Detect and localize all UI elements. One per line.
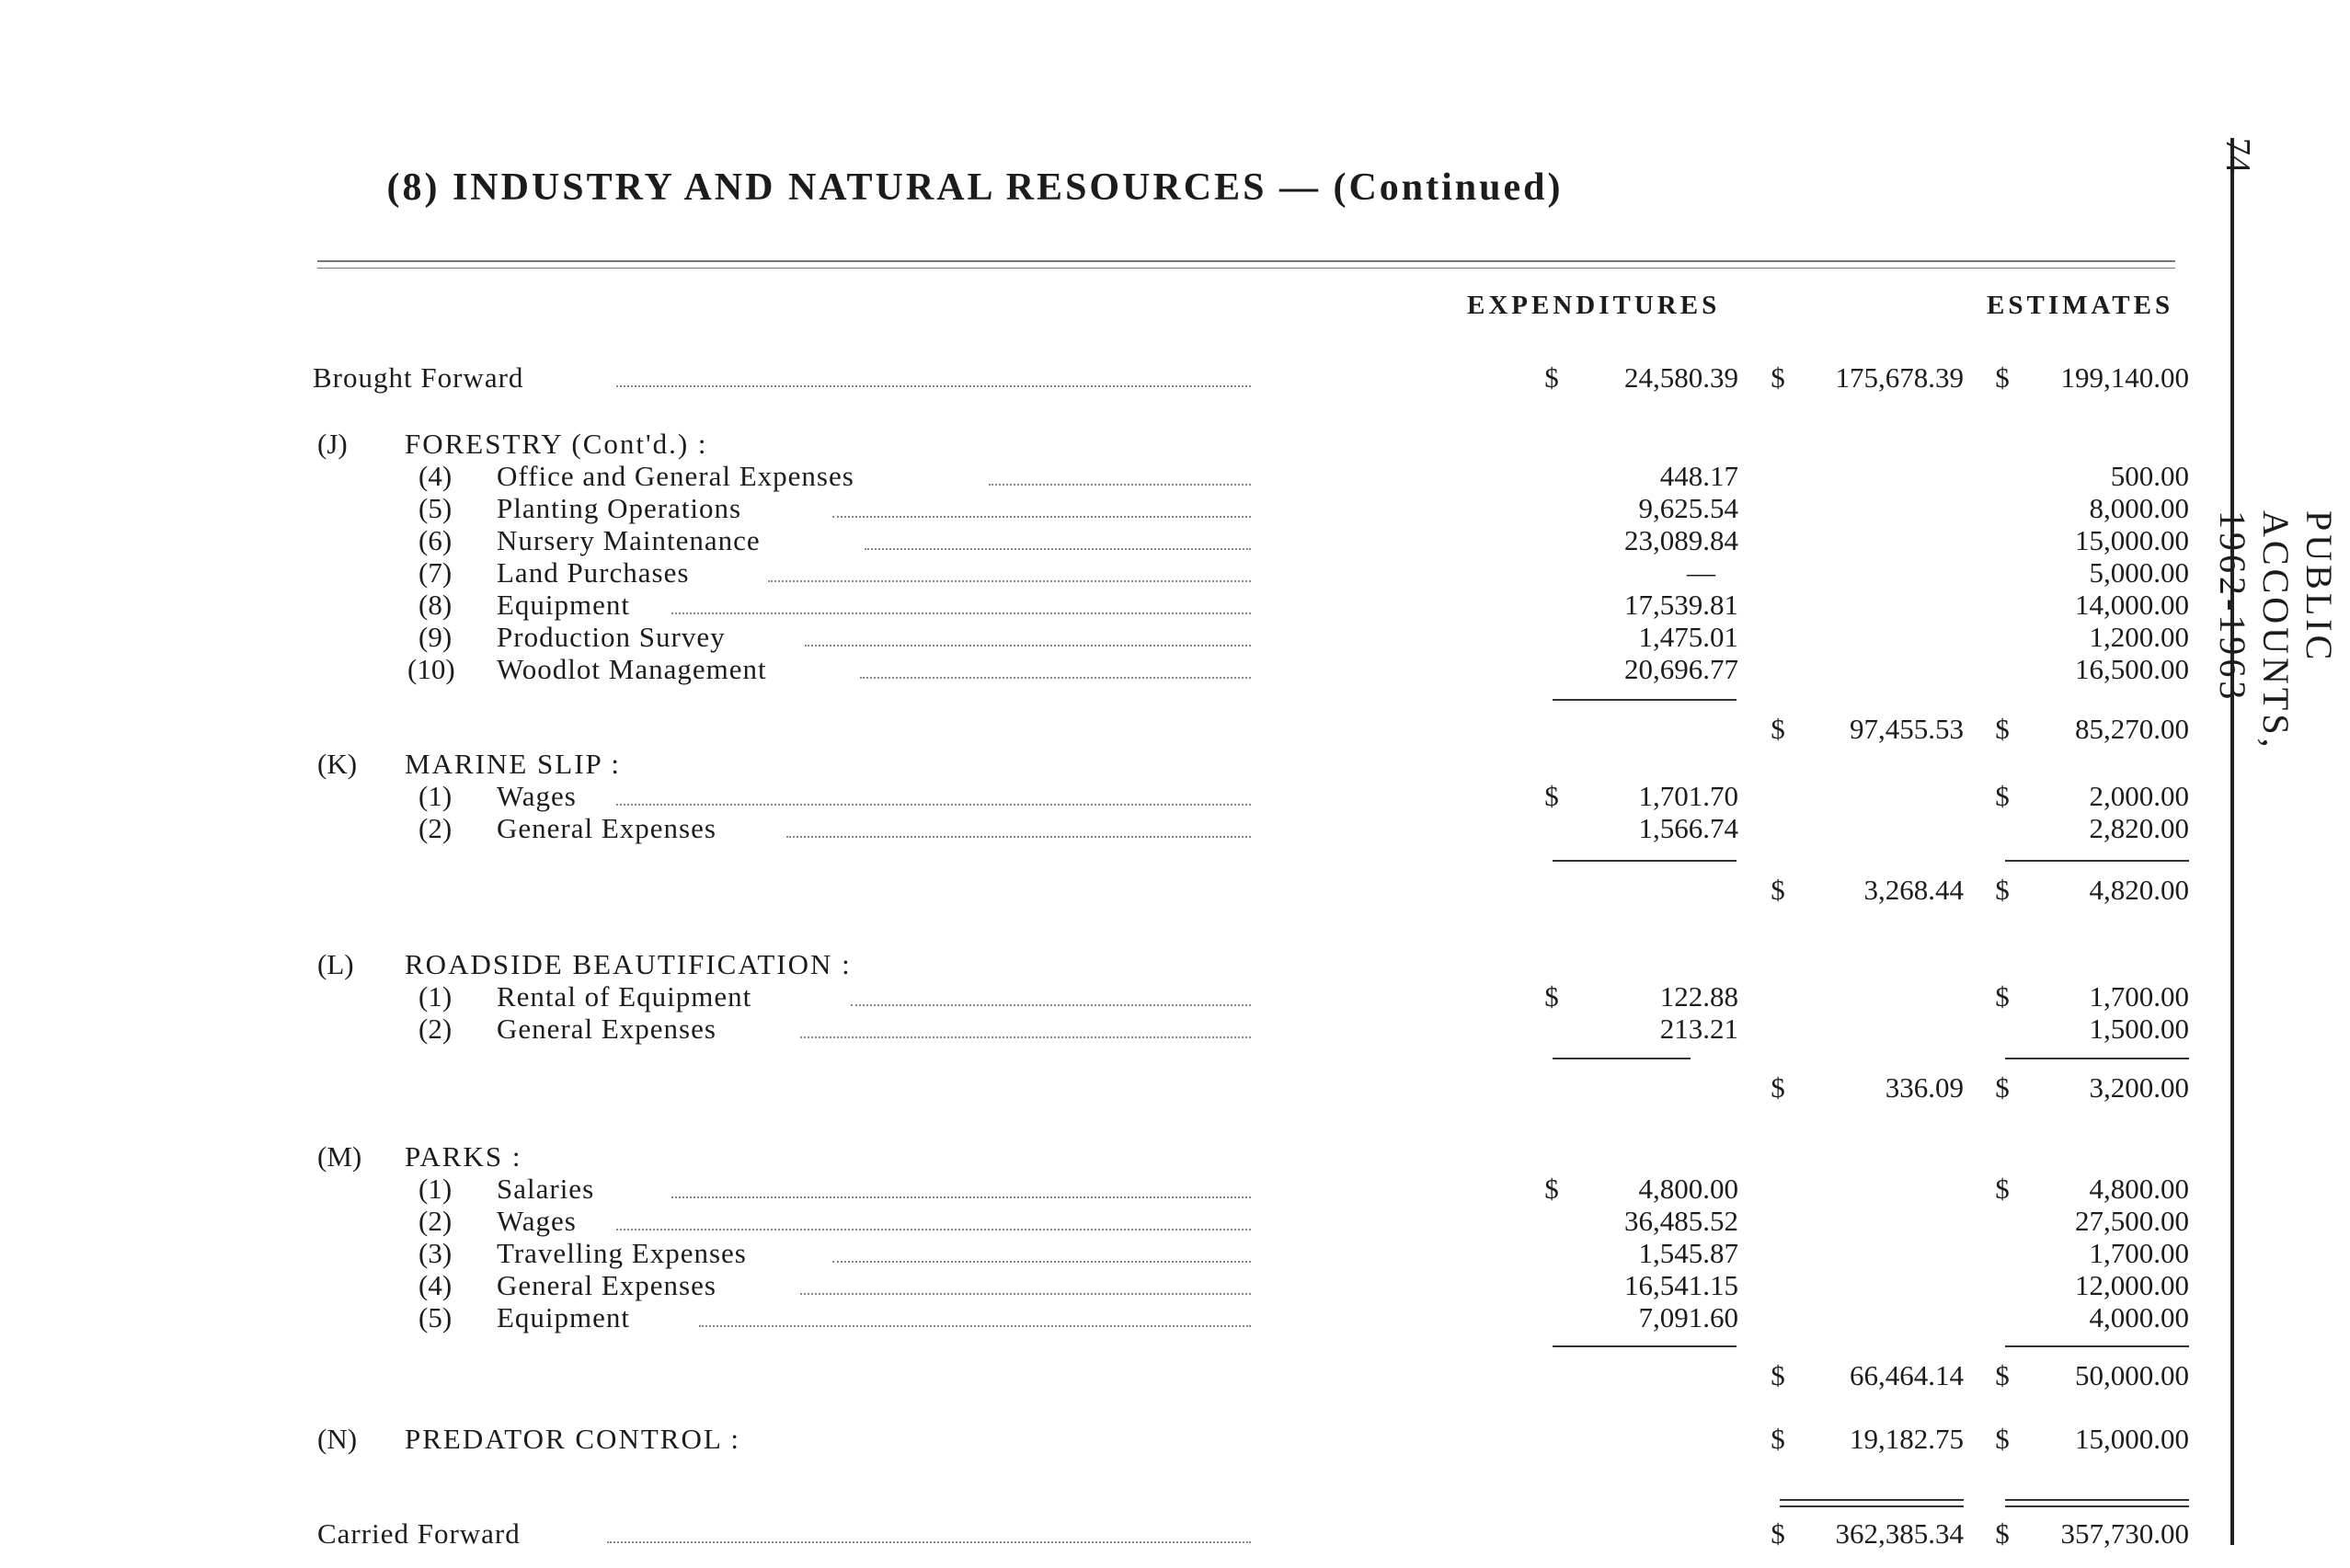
dot-leader: [671, 1196, 1251, 1198]
dollar-sign: $: [1995, 1423, 2010, 1455]
line-item: [0, 1301, 2226, 1333]
item-number: (8): [418, 589, 453, 621]
item-name: Equipment: [497, 1301, 631, 1333]
item-number: (2): [418, 812, 453, 844]
running-title: PUBLIC ACCOUNTS, 1962-1963: [2212, 510, 2340, 751]
section-total: 336.09: [1885, 1071, 1964, 1104]
subtotal-rule: [1553, 1345, 1737, 1347]
brought-forward-estimate: 199,140.00: [2060, 361, 2189, 394]
section-letter: (N): [317, 1423, 358, 1455]
dot-leader: [671, 612, 1251, 614]
dollar-sign: $: [1995, 1173, 2010, 1205]
line-item: [0, 1269, 2226, 1300]
dot-leader: [865, 548, 1251, 550]
dot-leader: [800, 1293, 1251, 1295]
carried-forward-label: Carried Forward: [317, 1517, 521, 1550]
line-item: [0, 556, 2226, 588]
item-name: Woodlot Management: [497, 653, 767, 685]
section-total-row: [0, 1071, 2226, 1103]
section-total-row: [0, 874, 2226, 905]
item-name: Wages: [497, 1205, 577, 1237]
brought-forward-row: [0, 361, 2226, 393]
section-title: MARINE SLIP :: [405, 748, 621, 780]
item-expenditure: 213.21: [1659, 1013, 1738, 1045]
dollar-sign: $: [1771, 713, 1785, 745]
dot-leader: [699, 1325, 1251, 1327]
brought-forward-total: 175,678.39: [1835, 361, 1964, 394]
dollar-sign: $: [1771, 1517, 1785, 1550]
dollar-sign: $: [1995, 1517, 2010, 1550]
line-item: [0, 589, 2226, 620]
dollar-sign: $: [1771, 361, 1785, 394]
item-expenditure: 122.88: [1659, 980, 1738, 1013]
line-item: [0, 1237, 2226, 1268]
item-estimate: 27,500.00: [2075, 1205, 2189, 1237]
item-name: Office and General Expenses: [497, 460, 854, 492]
dot-leader: [989, 484, 1251, 486]
line-item: [0, 980, 2226, 1012]
item-estimate: 8,000.00: [2089, 492, 2189, 524]
section-letter: (K): [317, 748, 358, 780]
line-item: [0, 492, 2226, 523]
carried-forward-row: [0, 1517, 2226, 1549]
item-estimate: 1,200.00: [2089, 621, 2189, 653]
dot-leader: [607, 1541, 1251, 1543]
dollar-sign: $: [1995, 1071, 2010, 1104]
item-name: Travelling Expenses: [497, 1237, 747, 1269]
dollar-sign: $: [1995, 1359, 2010, 1391]
title-rule-top: [317, 260, 2175, 262]
item-expenditure: 23,089.84: [1624, 524, 1738, 556]
dollar-sign: $: [1771, 1071, 1785, 1104]
item-estimate: 1,700.00: [2089, 980, 2189, 1013]
item-estimate: 2,820.00: [2089, 812, 2189, 844]
item-estimate: 12,000.00: [2075, 1269, 2189, 1301]
item-number: (2): [418, 1205, 453, 1237]
item-estimate: 500.00: [2110, 460, 2189, 492]
item-number: (2): [418, 1013, 453, 1045]
line-item: [0, 621, 2226, 652]
margin-rule: [2230, 138, 2234, 1545]
item-estimate: 1,500.00: [2089, 1013, 2189, 1045]
total-rule: [1780, 1505, 1964, 1507]
dot-leader: [616, 1229, 1251, 1230]
item-estimate: 15,000.00: [2075, 524, 2189, 556]
section-title: ROADSIDE BEAUTIFICATION :: [405, 948, 852, 980]
item-name: Land Purchases: [497, 556, 690, 589]
line-item: [0, 780, 2226, 811]
item-name: General Expenses: [497, 1269, 716, 1301]
item-number: (10): [407, 653, 455, 685]
brought-forward-label: Brought Forward: [313, 361, 524, 394]
line-item: [0, 1205, 2226, 1236]
dot-leader: [805, 645, 1251, 647]
item-number: (3): [418, 1237, 453, 1269]
section-total: 19,182.75: [1850, 1423, 1964, 1455]
line-item: [0, 653, 2226, 684]
dollar-sign: $: [1995, 713, 2010, 745]
dollar-sign: $: [1995, 780, 2010, 812]
section-total-row: [0, 1359, 2226, 1391]
brought-forward-expenditure: 24,580.39: [1624, 361, 1738, 394]
item-expenditure: 9,625.54: [1638, 492, 1738, 524]
item-name: Nursery Maintenance: [497, 524, 761, 556]
dollar-sign: $: [1771, 1359, 1785, 1391]
dot-leader: [616, 804, 1251, 806]
expenditures-heading: EXPENDITURES: [1467, 291, 1721, 320]
item-number: (1): [418, 1173, 453, 1205]
item-name: Wages: [497, 780, 577, 812]
item-number: (6): [418, 524, 453, 556]
section-header: [0, 1140, 2226, 1172]
subtotal-rule: [1553, 1058, 1691, 1059]
section-letter: (M): [317, 1140, 362, 1173]
item-expenditure: 1,545.87: [1638, 1237, 1738, 1269]
total-rule: [1780, 1499, 1964, 1501]
section-title: PREDATOR CONTROL :: [405, 1423, 740, 1455]
item-expenditure: 1,475.01: [1638, 621, 1738, 653]
item-expenditure: 16,541.15: [1624, 1269, 1738, 1301]
section-estimate-total: 3,200.00: [2089, 1071, 2189, 1104]
dollar-sign: $: [1995, 361, 2010, 394]
section-total: 66,464.14: [1850, 1359, 1964, 1391]
item-expenditure: 1,566.74: [1638, 812, 1738, 844]
item-estimate: 14,000.00: [2075, 589, 2189, 621]
dot-leader: [832, 516, 1251, 518]
section-estimate-total: 50,000.00: [2075, 1359, 2189, 1391]
dot-leader: [832, 1261, 1251, 1263]
title-rule-bottom: [317, 268, 2175, 269]
line-item: [0, 1173, 2226, 1204]
item-number: (9): [418, 621, 453, 653]
item-number: (5): [418, 492, 453, 524]
item-number: (4): [418, 1269, 453, 1301]
carried-forward-estimate: 357,730.00: [2060, 1517, 2189, 1550]
total-rule: [2005, 1505, 2189, 1507]
item-expenditure: 448.17: [1659, 460, 1738, 492]
section-estimate-total: 85,270.00: [2075, 713, 2189, 745]
item-number: (1): [418, 780, 453, 812]
item-number: (4): [418, 460, 453, 492]
item-estimate: 16,500.00: [2075, 653, 2189, 685]
estimates-heading: ESTIMATES: [1987, 291, 2174, 320]
dot-leader: [786, 836, 1251, 838]
item-estimate: 2,000.00: [2089, 780, 2189, 812]
line-item: [0, 812, 2226, 843]
item-number: (7): [418, 556, 453, 589]
dollar-sign: $: [1771, 874, 1785, 906]
section-total: 3,268.44: [1863, 874, 1964, 906]
dot-leader: [800, 1036, 1251, 1038]
item-number: (5): [418, 1301, 453, 1333]
dot-leader: [860, 677, 1251, 679]
item-name: Rental of Equipment: [497, 980, 752, 1013]
subtotal-rule: [2005, 1058, 2189, 1059]
total-rule: [2005, 1499, 2189, 1501]
section-letter: (J): [317, 428, 348, 460]
subtotal-rule: [2005, 1345, 2189, 1347]
item-name: Production Survey: [497, 621, 726, 653]
section-title: FORESTRY (Cont'd.) :: [405, 428, 708, 460]
section-header: [0, 428, 2226, 459]
dot-leader: [768, 580, 1251, 582]
item-number: (1): [418, 980, 453, 1013]
item-name: General Expenses: [497, 1013, 716, 1045]
item-expenditure: 1,701.70: [1638, 780, 1738, 812]
item-expenditure: 4,800.00: [1638, 1173, 1738, 1205]
section-header: [0, 948, 2226, 979]
item-name: Planting Operations: [497, 492, 742, 524]
dollar-sign: $: [1995, 980, 2010, 1013]
section-estimate-total: 4,820.00: [2089, 874, 2189, 906]
item-expenditure: 7,091.60: [1638, 1301, 1738, 1333]
item-name: Salaries: [497, 1173, 595, 1205]
section-total-row: [0, 713, 2226, 744]
line-item: [0, 460, 2226, 491]
item-estimate: 1,700.00: [2089, 1237, 2189, 1269]
item-expenditure: 20,696.77: [1624, 653, 1738, 685]
dollar-sign: $: [1544, 780, 1559, 812]
section-estimate-total: 15,000.00: [2075, 1423, 2189, 1455]
dollar-sign: $: [1544, 1173, 1559, 1205]
line-item: [0, 524, 2226, 555]
section-title: PARKS :: [405, 1140, 522, 1173]
item-estimate: 5,000.00: [2089, 556, 2189, 589]
item-name: General Expenses: [497, 812, 716, 844]
item-expenditure: 36,485.52: [1624, 1205, 1738, 1237]
subtotal-rule: [2005, 860, 2189, 862]
item-expenditure: —: [1687, 556, 1715, 589]
section-header: [0, 748, 2226, 779]
item-name: Equipment: [497, 589, 631, 621]
line-item: [0, 1013, 2226, 1044]
dollar-sign: $: [1771, 1423, 1785, 1455]
dollar-sign: $: [1544, 980, 1559, 1013]
item-estimate: 4,800.00: [2089, 1173, 2189, 1205]
section-total: 97,455.53: [1850, 713, 1964, 745]
dollar-sign: $: [1544, 361, 1559, 394]
item-estimate: 4,000.00: [2089, 1301, 2189, 1333]
dollar-sign: $: [1995, 874, 2010, 906]
page-title: (8) INDUSTRY AND NATURAL RESOURCES — (Continued): [386, 166, 1564, 209]
item-expenditure: 17,539.81: [1624, 589, 1738, 621]
section-letter: (L): [317, 948, 354, 980]
subtotal-rule: [1553, 699, 1737, 701]
carried-forward-total: 362,385.34: [1835, 1517, 1964, 1550]
page-number: 74: [2218, 138, 2257, 173]
subtotal-rule: [1553, 860, 1737, 862]
dot-leader: [851, 1004, 1251, 1006]
section-total-row: [0, 1423, 2226, 1454]
dot-leader: [616, 385, 1251, 387]
